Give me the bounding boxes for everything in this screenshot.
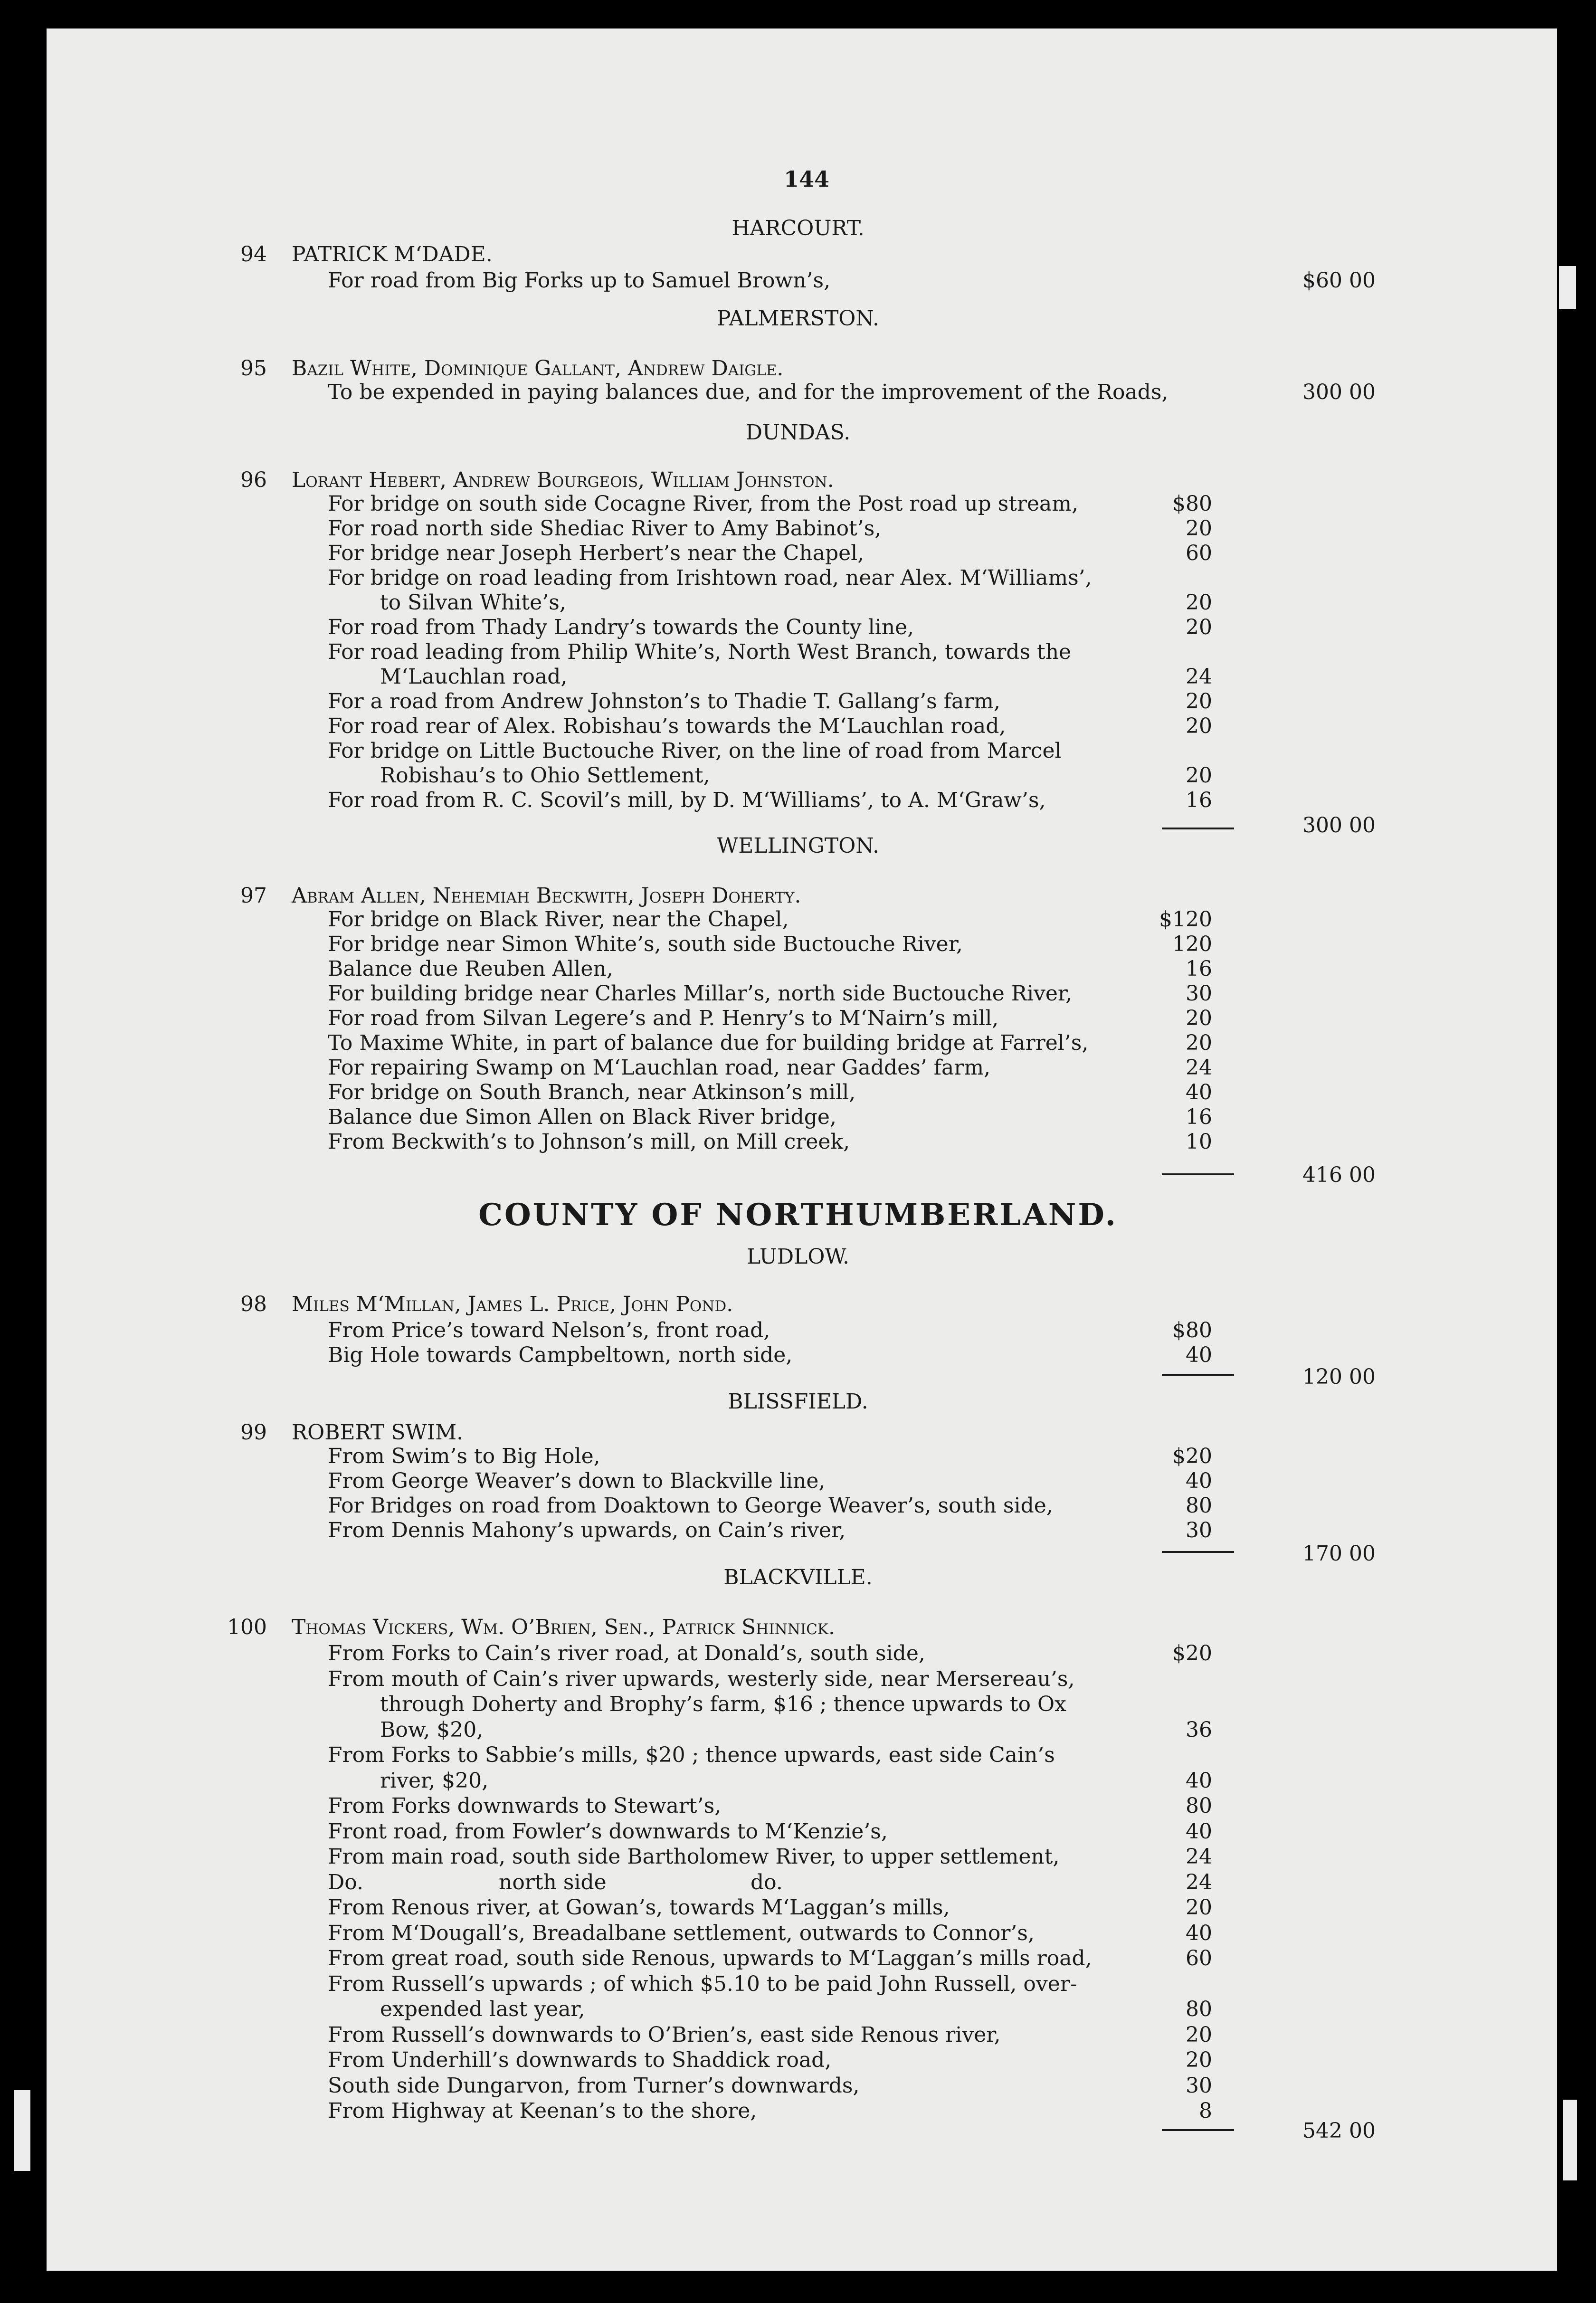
line-item <box>0 1080 1596 1107</box>
line-item <box>0 788 1596 815</box>
item-amount: 16 <box>1186 1105 1212 1129</box>
item-text: For bridge on Black River, near the Chapel, <box>328 907 789 932</box>
section-title: PALMERSTON. <box>716 306 880 331</box>
line-item <box>0 957 1596 983</box>
line-item <box>0 1895 1596 1922</box>
section-total: 300 00 <box>1302 813 1376 837</box>
commissioners-names: Bazil White, Dominique Gallant, Andrew Daigle. <box>292 356 784 381</box>
commissioners-names: PATRICK M‘DADE. <box>292 242 493 266</box>
item-text: For bridge on South Branch, near Atkinson’s mill, <box>328 1080 856 1104</box>
item-amount: $80 <box>1172 492 1212 516</box>
item-text: For bridge near Simon White’s, south side Buctouche River, <box>328 932 963 956</box>
commissioners-names: Abram Allen, Nehemiah Beckwith, Joseph Doherty. <box>292 884 801 908</box>
item-amount: 20 <box>1186 1031 1212 1055</box>
item-amount: 30 <box>1186 2073 1212 2098</box>
line-item-continued <box>0 1997 1596 2024</box>
section-total-row <box>0 1365 1596 1391</box>
item-text-continued: through Doherty and Brophy’s farm, $16 ; thence upwards to Ox <box>380 1692 1066 1716</box>
item-amount: 40 <box>1186 1343 1212 1367</box>
item-amount: $80 <box>1172 1318 1212 1342</box>
entry-number: 100 <box>227 1615 267 1639</box>
entry-header <box>0 356 1596 383</box>
line-item <box>0 1105 1596 1132</box>
section-title: BLACKVILLE. <box>723 1565 873 1589</box>
section-total: $60 00 <box>1302 268 1376 293</box>
item-text: From main road, south side Bartholomew River, to upper settlement, <box>328 1845 1060 1869</box>
line-item <box>0 640 1596 666</box>
commissioners-names: Lorant Hebert, Andrew Bourgeois, William Johnston. <box>292 468 834 492</box>
item-text-continued: river, $20, <box>380 1768 489 1793</box>
item-amount: 8 <box>1199 2099 1212 2123</box>
line-item <box>0 981 1596 1008</box>
item-amount: 36 <box>1186 1717 1212 1742</box>
item-amount: 120 <box>1172 932 1212 956</box>
line-item <box>0 907 1596 934</box>
item-text: From Russell’s downwards to O’Brien’s, east side Renous river, <box>328 2022 1001 2047</box>
line-item <box>0 1794 1596 1820</box>
section-title: BLISSFIELD. <box>728 1389 868 1414</box>
entry-header <box>0 1292 1596 1319</box>
item-text: From M‘Dougall’s, Breadalbane settlement, outwards to Connor’s, <box>328 1921 1035 1945</box>
item-text-mid: do. <box>750 1870 783 1894</box>
item-text-continued: to Silvan White’s, <box>380 590 566 615</box>
item-amount: 60 <box>1186 1946 1212 1970</box>
item-text: From Highway at Keenan’s to the shore, <box>328 2099 757 2123</box>
item-amount: 24 <box>1186 1845 1212 1869</box>
item-amount: 80 <box>1186 1494 1212 1518</box>
item-text: From Forks to Cain’s river road, at Donald’s, south side, <box>328 1641 925 1665</box>
item-text: For road from Thady Landry’s towards the County line, <box>328 615 914 639</box>
entry-header <box>0 884 1596 910</box>
item-text: From mouth of Cain’s river upwards, westerly side, near Mersereau’s, <box>328 1666 1075 1691</box>
line-item-continued <box>0 1692 1596 1719</box>
item-amount: 10 <box>1186 1130 1212 1154</box>
line-item <box>0 1469 1596 1495</box>
line-item <box>0 566 1596 592</box>
section-total: 416 00 <box>1302 1163 1376 1187</box>
line-item <box>0 1444 1596 1471</box>
line-item <box>0 492 1596 518</box>
section-total-row <box>0 1542 1596 1568</box>
item-amount: $20 <box>1172 1641 1212 1665</box>
section-total-row <box>0 2119 1596 2145</box>
line-item <box>0 1518 1596 1545</box>
county-heading: COUNTY OF NORTHUMBERLAND. <box>478 1197 1118 1233</box>
line-item <box>0 1870 1596 1897</box>
item-amount: 20 <box>1186 714 1212 738</box>
line-item-continued <box>0 763 1596 790</box>
line-item <box>0 1972 1596 1998</box>
entry-number: 94 <box>240 242 267 266</box>
item-amount: 30 <box>1186 1518 1212 1542</box>
line-item <box>0 1845 1596 1871</box>
item-text-continued: expended last year, <box>380 1997 585 2021</box>
entry-header <box>0 242 1596 269</box>
section-title: LUDLOW. <box>747 1245 849 1269</box>
section-total-row <box>0 1163 1596 1190</box>
item-amount: 20 <box>1186 689 1212 714</box>
section-total: 542 00 <box>1302 2119 1376 2143</box>
item-text: For bridge near Joseph Herbert’s near the Chapel, <box>328 541 864 565</box>
item-text: To Maxime White, in part of balance due for building bridge at Farrel’s, <box>328 1031 1089 1055</box>
item-text: From great road, south side Renous, upwards to M‘Laggan’s mills road, <box>328 1946 1092 1970</box>
line-item <box>0 2048 1596 2075</box>
section-total: 300 00 <box>1302 380 1376 404</box>
line-item <box>0 1921 1596 1948</box>
entry-number: 97 <box>240 884 267 908</box>
entry-header <box>0 468 1596 495</box>
item-amount: 20 <box>1186 2048 1212 2072</box>
line-item <box>0 1006 1596 1033</box>
item-text: For repairing Swamp on M‘Lauchlan road, near Gaddes’ farm, <box>328 1056 991 1080</box>
item-amount: 24 <box>1186 1056 1212 1080</box>
line-item <box>0 1130 1596 1156</box>
item-text: For road from R. C. Scovil’s mill, by D. M‘Williams’, to A. M‘Graw’s, <box>328 788 1046 812</box>
item-amount: 40 <box>1186 1469 1212 1493</box>
line-item-continued <box>0 590 1596 617</box>
item-amount: 30 <box>1186 981 1212 1006</box>
line-item <box>0 1819 1596 1846</box>
item-amount: 20 <box>1186 1895 1212 1920</box>
item-amount: 20 <box>1186 615 1212 639</box>
line-item <box>0 1494 1596 1520</box>
line-item <box>0 2023 1596 2049</box>
line-item <box>0 714 1596 741</box>
item-text: For a road from Andrew Johnston’s to Thadie T. Gallang’s farm, <box>328 689 1000 714</box>
line-item <box>0 739 1596 765</box>
item-text: From Russell’s upwards ; of which $5.10 to be paid John Russell, over- <box>328 1971 1077 1996</box>
entry-number: 98 <box>240 1292 267 1316</box>
item-amount: 24 <box>1186 1870 1212 1894</box>
section-total-row <box>0 380 1596 407</box>
item-text: To be expended in paying balances due, and for the improvement of the Roads, <box>328 380 1168 404</box>
line-item <box>0 2074 1596 2100</box>
item-amount: 20 <box>1186 2022 1212 2047</box>
section-total: 170 00 <box>1302 1542 1376 1566</box>
line-item <box>0 1667 1596 1694</box>
item-text: Big Hole towards Campbeltown, north side, <box>328 1343 793 1367</box>
item-amount: 80 <box>1186 1997 1212 2021</box>
line-item-continued <box>0 665 1596 691</box>
entry-number: 99 <box>240 1420 267 1445</box>
section-title: HARCOURT. <box>732 216 864 240</box>
item-text: From Swim’s to Big Hole, <box>328 1444 600 1468</box>
item-amount: 40 <box>1186 1819 1212 1844</box>
item-text: South side Dungarvon, from Turner’s downwards, <box>328 2073 860 2098</box>
line-item <box>0 541 1596 568</box>
item-amount: 20 <box>1186 763 1212 788</box>
item-amount: 16 <box>1186 788 1212 812</box>
line-item <box>0 1641 1596 1668</box>
item-amount: 60 <box>1186 541 1212 565</box>
item-text: Front road, from Fowler’s downwards to M‘Kenzie’s, <box>328 1819 888 1844</box>
item-text-continued: M‘Lauchlan road, <box>380 665 568 689</box>
item-text-mid: north side <box>499 1870 607 1894</box>
item-text: From Forks downwards to Stewart’s, <box>328 1794 722 1818</box>
item-amount: $20 <box>1172 1444 1212 1468</box>
item-text: Balance due Reuben Allen, <box>328 957 613 981</box>
item-text: For road from Big Forks up to Samuel Brown’s, <box>328 268 831 293</box>
item-text: For road from Silvan Legere’s and P. Henry’s to M‘Nairn’s mill, <box>328 1006 999 1030</box>
item-text: Do. <box>328 1870 363 1894</box>
commissioners-names: Miles M‘Millan, James L. Price, John Pond. <box>292 1292 733 1316</box>
line-item <box>0 1318 1596 1345</box>
section-title: WELLINGTON. <box>717 834 879 858</box>
line-item <box>0 1743 1596 1770</box>
item-text: From Underhill’s downwards to Shaddick road, <box>328 2048 832 2072</box>
section-title: DUNDAS. <box>745 420 851 445</box>
item-text: From Forks to Sabbie’s mills, $20 ; thence upwards, east side Cain’s <box>328 1743 1055 1767</box>
item-text: From Renous river, at Gowan’s, towards M‘Laggan’s mills, <box>328 1895 950 1920</box>
item-text: From George Weaver’s down to Blackville line, <box>328 1469 826 1493</box>
item-text: For road leading from Philip White’s, North West Branch, towards the <box>328 640 1072 664</box>
item-amount: 20 <box>1186 590 1212 615</box>
item-text: For road rear of Alex. Robishau’s towards the M‘Lauchlan road, <box>328 714 1006 738</box>
commissioners-names: Thomas Vickers, Wm. O’Brien, Sen., Patrick Shinnick. <box>292 1615 835 1639</box>
item-amount: 40 <box>1186 1921 1212 1945</box>
item-amount: 40 <box>1186 1080 1212 1104</box>
item-text: From Price’s toward Nelson’s, front road, <box>328 1318 770 1342</box>
line-item-continued <box>0 1718 1596 1744</box>
entry-header <box>0 1420 1596 1447</box>
item-text: From Beckwith’s to Johnson’s mill, on Mill creek, <box>328 1130 850 1154</box>
entry-number: 95 <box>240 356 267 381</box>
item-text: For Bridges on road from Doaktown to George Weaver’s, south side, <box>328 1494 1053 1518</box>
item-text: For bridge on Little Buctouche River, on the line of road from Marcel <box>328 739 1062 763</box>
item-text: From Dennis Mahony’s upwards, on Cain’s river, <box>328 1518 846 1542</box>
line-item-continued <box>0 1769 1596 1795</box>
item-amount: 16 <box>1186 957 1212 981</box>
line-item <box>0 1946 1596 1973</box>
line-item <box>0 615 1596 642</box>
entry-header <box>0 1615 1596 1642</box>
item-text-continued: Robishau’s to Ohio Settlement, <box>380 763 710 788</box>
item-amount: 20 <box>1186 516 1212 541</box>
item-amount: 40 <box>1186 1768 1212 1793</box>
item-text: For road north side Shediac River to Amy Babinot’s, <box>328 516 882 541</box>
line-item <box>0 689 1596 716</box>
item-text: Balance due Simon Allen on Black River bridge, <box>328 1105 836 1129</box>
section-total-row <box>0 268 1596 295</box>
page-number: 144 <box>784 166 830 192</box>
commissioners-names: ROBERT SWIM. <box>292 1420 464 1445</box>
entry-number: 96 <box>240 468 267 492</box>
item-amount: $120 <box>1159 907 1212 932</box>
line-item <box>0 1031 1596 1057</box>
item-amount: 20 <box>1186 1006 1212 1030</box>
line-item <box>0 1056 1596 1082</box>
item-text: For building bridge near Charles Millar’s, north side Buctouche River, <box>328 981 1073 1006</box>
item-amount: 24 <box>1186 665 1212 689</box>
item-amount: 80 <box>1186 1794 1212 1818</box>
section-total: 120 00 <box>1302 1365 1376 1389</box>
line-item <box>0 932 1596 959</box>
item-text: For bridge on road leading from Irishtown road, near Alex. M‘Williams’, <box>328 566 1092 590</box>
item-text: For bridge on south side Cocagne River, from the Post road up stream, <box>328 492 1078 516</box>
item-text-continued: Bow, $20, <box>380 1717 484 1742</box>
line-item <box>0 516 1596 543</box>
